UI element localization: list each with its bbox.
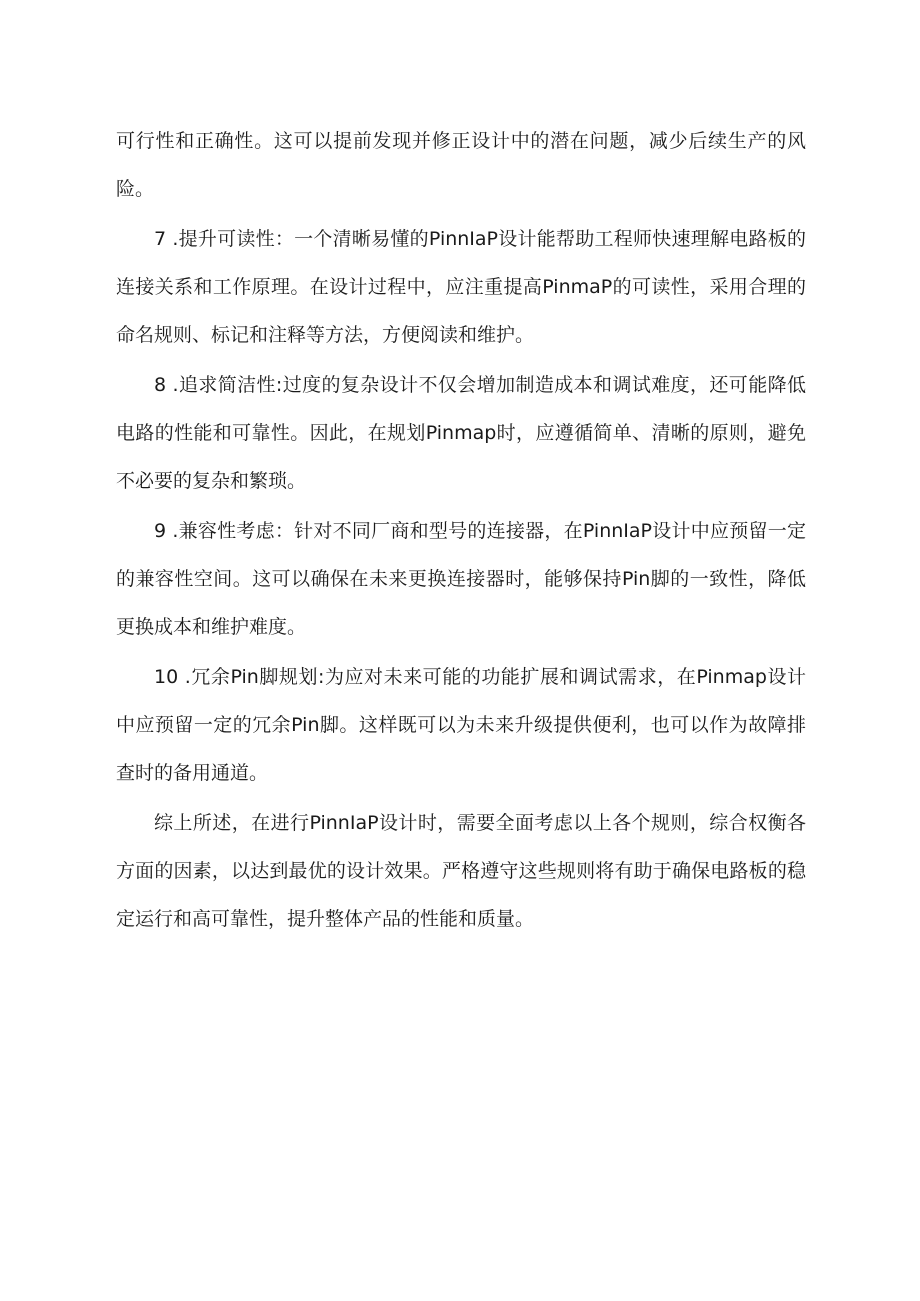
paragraph-rule-8-simplicity: 8 .追求简洁性:过度的复杂设计不仅会增加制造成本和调试难度，还可能降低电路的性能和可靠性。因此，在规划Pinmap时，应遵循简单、清晰的原则，避免不必要的复杂和繁琐。 [116,374,806,492]
document-body [116,117,806,943]
paragraph-summary: 综上所述，在进行PinnIaP设计时，需要全面考虑以上各个规则，综合权衡各方面的因素，以达到最优的设计效果。严格遵守这些规则将有助于确保电路板的稳定运行和高可靠性，提升整体产品的性能和质量。 [116,812,806,930]
paragraph-rule-7-readability: 7 .提升可读性：一个清晰易懂的PinnIaP设计能帮助工程师快速理解电路板的连接关系和工作原理。在设计过程中，应注重提高PinmaP的可读性，采用合理的命名规则、标记和注释等方法，方便阅读和维护。 [116,228,806,346]
paragraph-rule-9-compatibility: 9 .兼容性考虑：针对不同厂商和型号的连接器，在PinnIaP设计中应预留一定的兼容性空间。这可以确保在未来更换连接器时，能够保持Pin脚的一致性，降低更换成本和维护难度。 [116,520,806,638]
paragraph-rule-10-redundant-pins: 10 .冗余Pin脚规划:为应对未来可能的功能扩展和调试需求，在Pinmap设计中应预留一定的冗余Pin脚。这样既可以为未来升级提供便利，也可以作为故障排查时的备用通道。 [116,666,806,784]
paragraph-continuation: 可行性和正确性。这可以提前发现并修正设计中的潜在问题，减少后续生产的风险。 [116,130,806,200]
